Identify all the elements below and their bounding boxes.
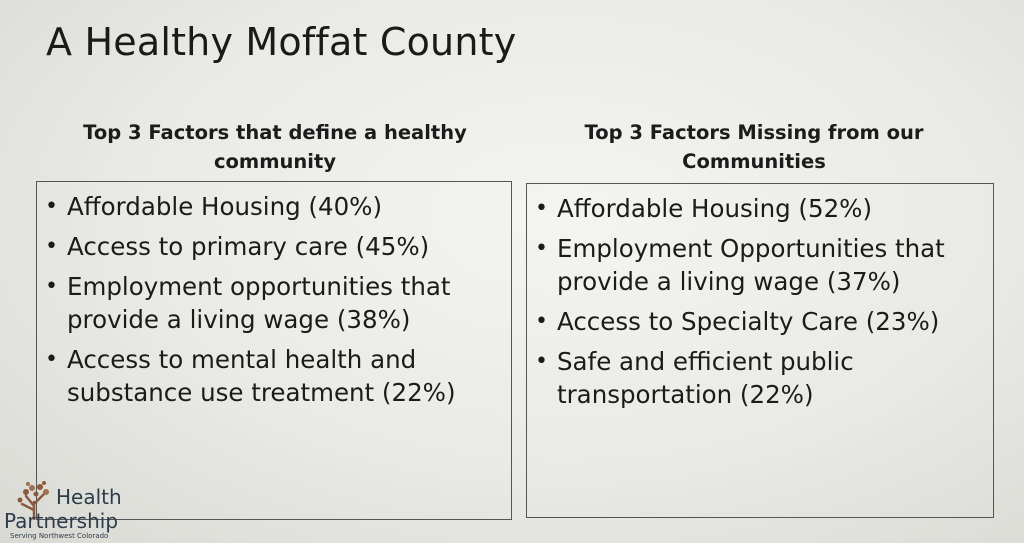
list-item	[527, 232, 993, 298]
logo-tagline: Serving Northwest Colorado	[10, 532, 109, 540]
bullet-icon: •	[535, 196, 548, 221]
list-item-text: Affordable Housing (40%)	[67, 192, 383, 221]
bullet-icon: •	[45, 347, 58, 372]
logo-text-partnership: Partnership	[4, 509, 119, 533]
bullet-icon: •	[45, 274, 58, 299]
left-factors-list	[37, 190, 511, 416]
list-item	[37, 230, 511, 263]
list-item-text: Affordable Housing (52%)	[557, 194, 873, 223]
right-factors-list	[527, 192, 993, 418]
list-item-text: Employment Opportunities that provide a living wage (37%)	[557, 234, 945, 296]
health-partnership-logo	[4, 476, 134, 540]
list-item	[527, 305, 993, 338]
left-factors-box	[36, 181, 512, 520]
list-item	[37, 190, 511, 223]
bullet-icon: •	[535, 349, 548, 374]
list-item	[527, 192, 993, 225]
list-item	[37, 270, 511, 336]
list-item	[37, 343, 511, 409]
list-item	[527, 345, 993, 411]
bullet-icon: •	[535, 236, 548, 261]
list-item-text: Access to mental health and substance use treatment (22%)	[67, 345, 456, 407]
bullet-icon: •	[45, 194, 58, 219]
logo-text-health: Health	[56, 485, 122, 509]
left-column-heading: Top 3 Factors that define a healthy community	[83, 121, 467, 173]
slide-title: A Healthy Moffat County	[46, 20, 517, 64]
list-item-text: Safe and efficient public transportation (22%)	[557, 347, 854, 409]
bullet-icon: •	[45, 234, 58, 259]
right-factors-box	[526, 183, 994, 518]
list-item-text: Access to primary care (45%)	[67, 232, 430, 261]
list-item-text: Employment opportunities that provide a living wage (38%)	[67, 272, 451, 334]
bullet-icon: •	[535, 309, 548, 334]
list-item-text: Access to Specialty Care (23%)	[557, 307, 940, 336]
right-column-heading: Top 3 Factors Missing from our Communities	[584, 121, 924, 173]
